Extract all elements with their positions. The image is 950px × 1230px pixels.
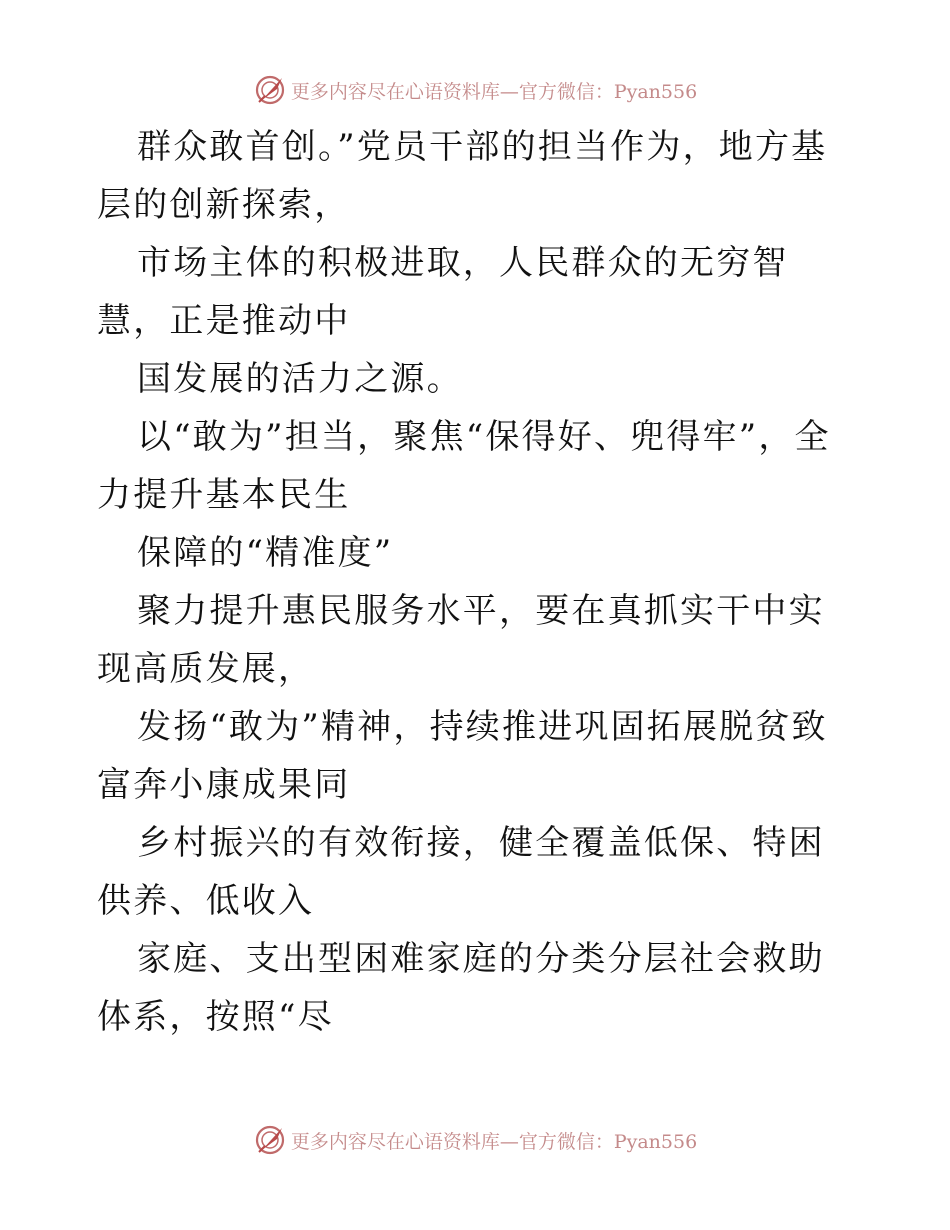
paragraph: 家庭、支出型困难家庭的分类分层社会救助体系，按照“尽 — [97, 939, 825, 1037]
paragraph: 保障的“精准度” — [137, 533, 394, 573]
header-watermark — [0, 70, 950, 110]
paragraph: 市场主体的积极进取，人民群众的无穷智慧，正是推动中 — [97, 243, 789, 341]
paragraph: 聚力提升惠民服务水平，要在真抓实干中实现高质发展， — [97, 591, 825, 689]
quill-logo-icon — [253, 73, 287, 107]
watermark-text: 更多内容尽在心语资料库—官方微信：Pyan556 — [290, 80, 698, 103]
watermark-text: 更多内容尽在心语资料库—官方微信：Pyan556 — [290, 1130, 698, 1153]
footer-watermark — [0, 1120, 950, 1160]
paragraph: 乡村振兴的有效衔接，健全覆盖低保、特困供养、低收入 — [97, 823, 825, 921]
quill-logo-icon — [253, 1123, 287, 1157]
body-text — [97, 118, 857, 1046]
paragraph: 国发展的活力之源。 — [137, 359, 463, 399]
paragraph: 群众敢首创。”党员干部的担当作为，地方基层的创新探索， — [97, 127, 828, 225]
paragraph: 以“敢为”担当，聚焦“保得好、兜得牢”，全力提升基本民生 — [97, 417, 831, 515]
paragraph: 发扬“敢为”精神，持续推进巩固拓展脱贫致富奔小康成果同 — [97, 707, 828, 805]
